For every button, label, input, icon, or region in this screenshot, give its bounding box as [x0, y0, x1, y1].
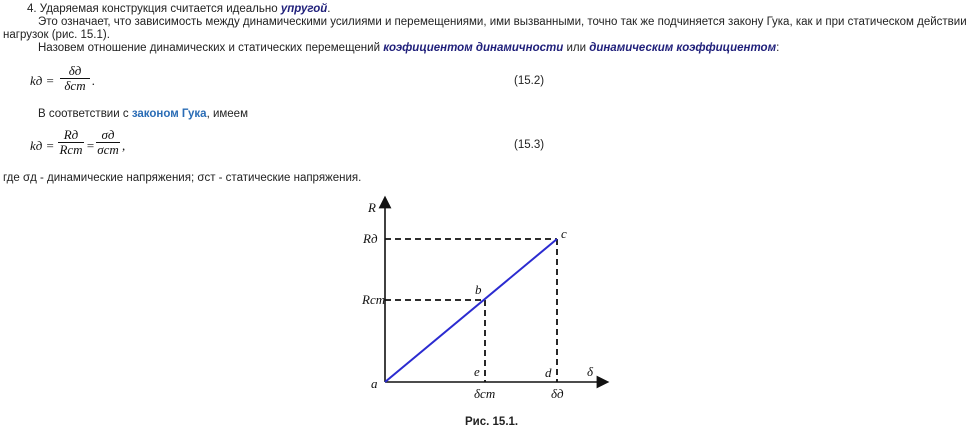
- hooke-law-link[interactable]: законом Гука: [131, 108, 207, 120]
- eq1-numerator: δд: [60, 64, 90, 79]
- para3-text: В соответствии с: [38, 108, 129, 120]
- eq2-numerator-2: σд: [96, 128, 120, 143]
- item-emphasis: упругой: [280, 3, 328, 15]
- eq2-number: (15.3): [514, 139, 545, 151]
- point-c-label: c: [561, 226, 567, 241]
- eq2-equals: =: [86, 138, 95, 153]
- point-d-label: d: [545, 365, 552, 380]
- r-stat-label: Rст: [362, 292, 386, 307]
- eq1-number: (15.2): [514, 75, 545, 87]
- para3-tail: , имеем: [206, 108, 248, 120]
- para2-middle: или: [566, 42, 587, 54]
- y-axis-label: R: [368, 200, 376, 215]
- point-e-label: e: [474, 364, 480, 379]
- eq2-denominator-2: σст: [97, 142, 119, 157]
- load-displacement-line: [385, 239, 557, 382]
- eq2-numerator-1: Rд: [58, 128, 84, 143]
- eq1-lhs: kд =: [30, 73, 55, 88]
- para4: где σд - динамические напряжения; σст - статические напряжения.: [3, 172, 362, 184]
- eq2-tail: ,: [122, 138, 126, 153]
- eq1-denominator: δст: [64, 78, 86, 93]
- eq2-denominator-1: Rст: [59, 142, 83, 157]
- eq1-tail: .: [92, 73, 96, 88]
- origin-label: a: [371, 376, 378, 391]
- point-b-label: b: [475, 282, 482, 297]
- item-tail: .: [327, 3, 331, 15]
- figure-caption: Рис. 15.1.: [465, 416, 519, 428]
- x-axis-label: δ: [587, 364, 594, 379]
- r-dyn-label: Rд: [363, 231, 378, 246]
- delta-stat-label: δст: [474, 386, 496, 401]
- item-text: Ударяемая конструкция считается идеально: [39, 3, 278, 15]
- term-coefficient-dynamic: коэфициентом динамичности: [383, 42, 564, 54]
- para2-tail: :: [776, 42, 780, 54]
- term-dynamic-coefficient: динамическим коэффициентом: [589, 42, 777, 54]
- item-number: 4.: [27, 3, 37, 15]
- para1-line2: нагрузок (рис. 15.1).: [3, 29, 110, 41]
- eq2-lhs: kд =: [30, 138, 55, 153]
- delta-dyn-label: δд: [551, 386, 564, 401]
- para2-text: Назовем отношение динамических и статических перемещений: [38, 42, 381, 54]
- para1-line1: Это означает, что зависимость между динамическими усилиями и перемещениями, ими вызванными, точно так же подчиняется закону Гука, как и при статическом действии: [38, 16, 967, 28]
